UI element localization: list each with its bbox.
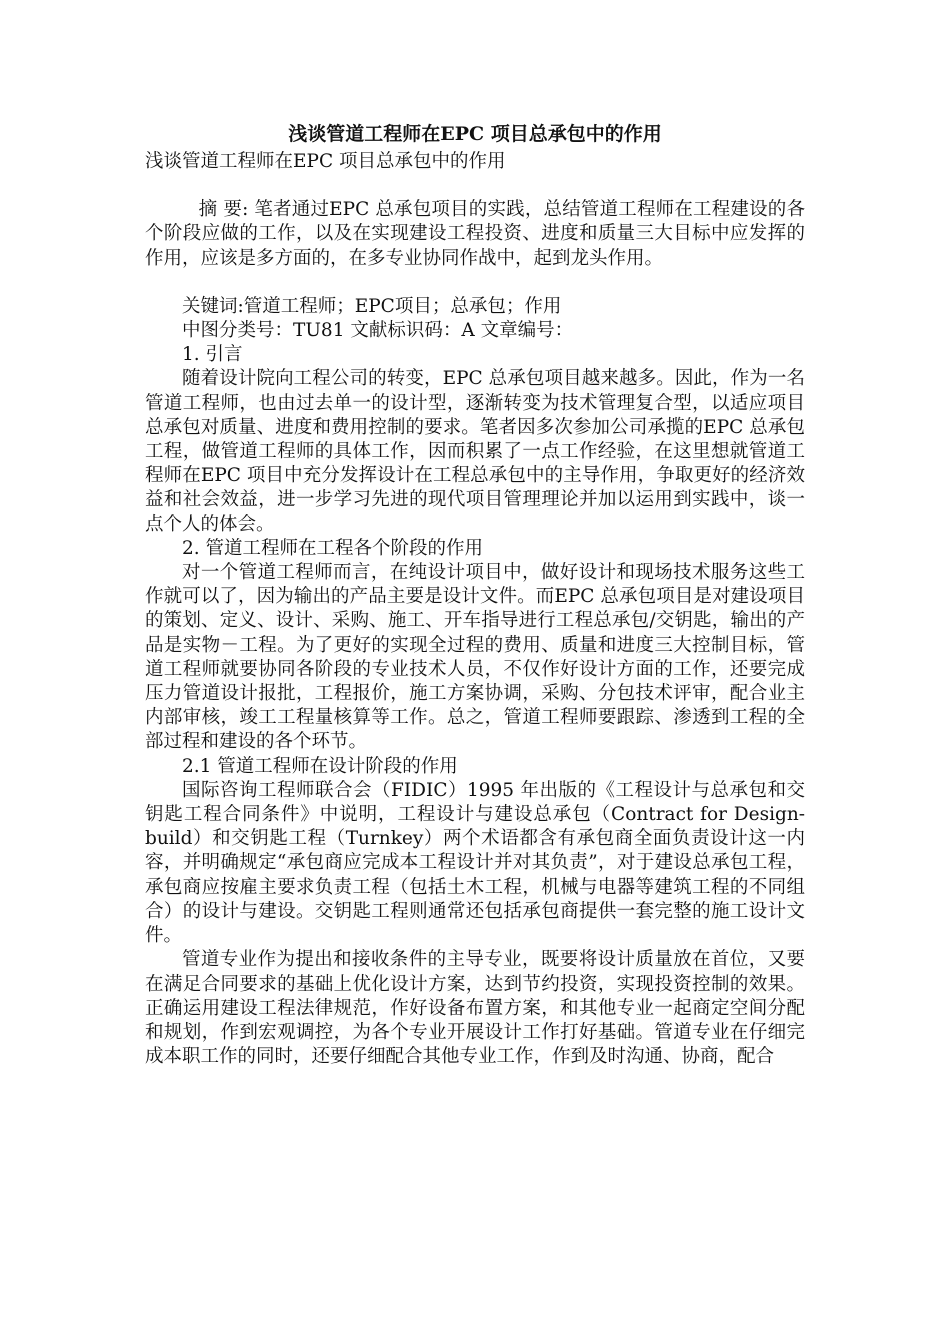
keywords-line: 关键词:管道工程师；EPC项目；总承包；作用: [182, 295, 562, 317]
section-heading-design-stage: 2.1 管道工程师在设计阶段的作用: [182, 755, 458, 777]
section-heading-introduction: 1. 引言: [182, 344, 243, 366]
body-paragraph: 随着设计院向工程公司的转变，EPC 总承包项目越来越多。因此，作为一名管道工程师，也由过去单一的设计型，逐渐转变为技术管理复合型，以适应项目总承包对质量、进度和费用控制的要求。笔者因多次参加公司承揽的EPC 总承包工程，做管道工程师的具体工作，因而积累了一点工作经验，在这里想就管道工程师在EPC 项目中充分发挥设计在工程总承包中的主导作用，争取更好的经济效益和社会效益，进一步学习先进的现代项目管理理论并加以运用到实践中，谈一点个人的体会。: [145, 368, 805, 535]
section-heading-stages: 2. 管道工程师在工程各个阶段的作用: [182, 537, 484, 559]
body-paragraph: 管道专业作为提出和接收条件的主导专业，既要将设计质量放在首位，又要在满足合同要求的基础上优化设计方案，达到节约投资，实现投资控制的效果。正确运用建设工程法律规范，作好设备布置方案，和其他专业一起商定空间分配和规划，作到宏观调控，为各个专业开展设计工作打好基础。管道专业在仔细完成本职工作的同时，还要仔细配合其他专业工作，作到及时沟通、协商，配合: [145, 949, 805, 1068]
document-title: 浅谈管道工程师在EPC 项目总承包中的作用: [288, 123, 662, 145]
document-page: [145, 118, 805, 1069]
document-subtitle: 浅谈管道工程师在EPC 项目总承包中的作用: [145, 151, 506, 172]
classification-line: 中图分类号：TU81 文献标识码：A 文章编号：: [182, 320, 574, 342]
body-paragraph: 国际咨询工程师联合会（FIDIC）1995 年出版的《工程设计与总承包和交钥匙工程合同条件》中说明，工程设计与建设总承包（Contract for Design-build）和交钥匙工程（Turnkey）两个术语都含有承包商全面负责设计这一内容，并明确规定“承包商应完成本工程设计并对其负责”，对于建设总承包工程，承包商应按雇主要求负责工程（包括土木工程，机械与电器等建筑工程的不同组合）的设计与建设。交钥匙工程则通常还包括承包商提供一套完整的施工设计文件。: [145, 779, 805, 947]
abstract-paragraph: 摘 要: 笔者通过EPC 总承包项目的实践，总结管道工程师在工程建设的各个阶段应做的工作，以及在实现建设工程投资、进度和质量三大目标中应发挥的作用，应该是多方面的，在多专业协同作战中，起到龙头作用。: [145, 199, 805, 269]
body-paragraph: 对一个管道工程师而言，在纯设计项目中，做好设计和现场技术服务这些工作就可以了，因为输出的产品主要是设计文件。而EPC 总承包项目是对建设项目的策划、定义、设计、采购、施工、开车指导进行工程总承包/交钥匙，输出的产品是实物－工程。为了更好的实现全过程的费用、质量和进度三大控制目标，管道工程师就要协同各阶段的专业技术人员，不仅作好设计方面的工作，还要完成压力管道设计报批，工程报价，施工方案协调，采购、分包技术评审，配合业主内部审核，竣工工程量核算等工作。总之，管道工程师要跟踪、渗透到工程的全部过程和建设的各个环节。: [145, 562, 805, 753]
